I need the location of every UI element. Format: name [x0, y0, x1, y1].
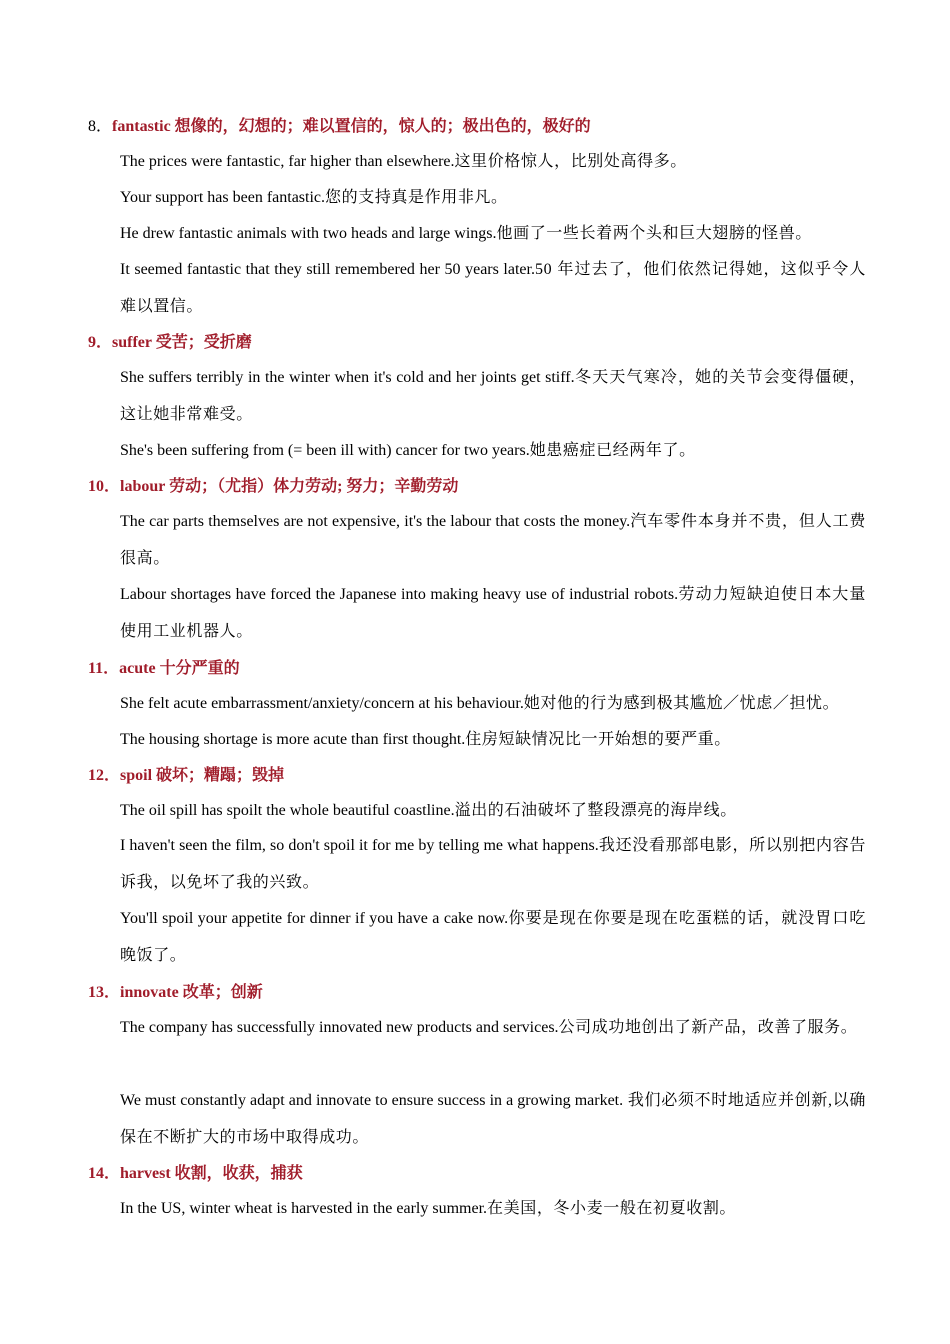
entry-word: harvest	[120, 1165, 171, 1182]
example-sentence	[120, 215, 866, 252]
example-en: She's been suffering from (= been ill with) cancer for two years.	[120, 442, 530, 459]
example-cn: 50 年过去了，他们依然记得她，这似乎令人难以置信。	[120, 261, 866, 315]
entry-meaning: 想像的，幻想的；难以置信的，惊人的；极出色的，极好的	[174, 118, 591, 135]
example-sentence	[120, 1082, 866, 1156]
example-sentence	[120, 900, 866, 974]
entry-word: innovate	[120, 984, 179, 1001]
example-sentence	[120, 432, 866, 469]
entry-word: fantastic	[112, 118, 171, 135]
entry-heading-spoil	[88, 766, 284, 786]
example-cn: 在美国，冬小麦一般在初夏收割。	[487, 1200, 737, 1217]
example-cn: 住房短缺情况比一开始想的要严重。	[465, 731, 731, 748]
example-cn: 劳动力短缺迫使日本大量使用工业机器人。	[120, 586, 866, 640]
entry-number: 9．	[88, 334, 113, 351]
entry-meaning: 劳动；（尤指）体力劳动; 努力；辛勤劳动	[169, 478, 459, 495]
example-sentence	[120, 143, 866, 180]
example-cn: 公司成功地创出了新产品，改善了服务。	[558, 1019, 858, 1036]
example-cn: 我还没看那部电影，所以别把内容告诉我，以免坏了我的兴致。	[120, 837, 866, 891]
example-en: He drew fantastic animals with two heads and large wings.	[120, 225, 497, 242]
example-en: The company has successfully innovated new products and services.	[120, 1019, 559, 1036]
example-en: The prices were fantastic, far higher than elsewhere.	[120, 153, 455, 170]
example-en: I haven't seen the film, so don't spoil it for me by telling me what happens.	[120, 837, 599, 854]
entry-word: suffer	[112, 334, 152, 351]
entry-meaning: 十分严重的	[159, 660, 240, 677]
example-sentence	[120, 503, 866, 577]
example-en: The car parts themselves are not expensive, it's the labour that costs the money.	[120, 513, 631, 530]
entry-meaning: 改革；创新	[182, 984, 263, 1001]
example-sentence	[120, 827, 866, 901]
example-en: It seemed fantastic that they still remembered her 50 years later.	[120, 261, 535, 278]
example-sentence	[120, 251, 866, 325]
entry-meaning: 受苦；受折磨	[155, 334, 252, 351]
entry-meaning: 收割，收获，捕获	[174, 1165, 303, 1182]
example-sentence	[120, 721, 866, 758]
entry-number: 14．	[88, 1165, 121, 1182]
example-cn: 汽车零件本身并不贵，但人工费很高。	[120, 513, 866, 567]
example-cn: 她对他的行为感到极其尴尬／忧虑／担忧。	[523, 695, 840, 712]
example-sentence	[120, 1009, 866, 1046]
entry-heading-innovate	[88, 983, 263, 1003]
entry-word: spoil	[120, 767, 153, 784]
example-sentence	[120, 792, 866, 829]
entry-number: 10．	[88, 478, 121, 495]
example-sentence	[120, 179, 866, 216]
example-en: Your support has been fantastic.	[120, 189, 326, 206]
entry-heading-labour	[88, 477, 458, 497]
example-cn: 这里价格惊人，比别处高得多。	[454, 153, 687, 170]
example-cn: 冬天天气寒冷，她的关节会变得僵硬，这让她非常难受。	[120, 369, 867, 423]
entry-number: 12．	[88, 767, 121, 784]
example-sentence	[120, 1190, 866, 1227]
entry-heading-suffer	[88, 333, 252, 353]
example-en: In the US, winter wheat is harvested in the early summer.	[120, 1200, 488, 1217]
entry-heading-harvest	[88, 1164, 303, 1184]
entry-number: 13．	[88, 984, 121, 1001]
example-cn: 你要是现在你要是现在吃蛋糕的话，就没胃口吃晚饭了。	[120, 910, 866, 964]
example-en: The oil spill has spoilt the whole beautiful coastline.	[120, 802, 455, 819]
example-en: She suffers terribly in the winter when it's cold and her joints get stiff.	[120, 369, 575, 386]
example-cn: 溢出的石油破坏了整段漂亮的海岸线。	[454, 802, 737, 819]
entry-heading-fantastic	[88, 117, 591, 137]
entry-meaning: 破坏；糟蹋；毁掉	[156, 767, 285, 784]
example-en: Labour shortages have forced the Japanese into making heavy use of industrial robots.	[120, 586, 679, 603]
entry-word: labour	[120, 478, 166, 495]
example-sentence	[120, 685, 866, 722]
example-cn: 他画了一些长着两个头和巨大翅膀的怪兽。	[496, 225, 812, 242]
example-en: We must constantly adapt and innovate to ensure success in a growing market.	[120, 1092, 624, 1109]
example-sentence	[120, 359, 866, 433]
example-en: You'll spoil your appetite for dinner if you have a cake now.	[120, 910, 509, 927]
entry-word: acute	[119, 660, 156, 677]
entry-heading-acute	[88, 659, 240, 679]
example-cn: 您的支持真是作用非凡。	[325, 189, 508, 206]
example-cn: 她患癌症已经两年了。	[529, 442, 696, 459]
example-cn: 我们必须不时地适应并创新,以确保在不断扩大的市场中取得成功。	[120, 1092, 866, 1146]
example-en: She felt acute embarrassment/anxiety/concern at his behaviour.	[120, 695, 524, 712]
entry-number: 11．	[88, 660, 120, 677]
entry-number: 8．	[88, 118, 113, 135]
example-sentence	[120, 576, 866, 650]
example-en: The housing shortage is more acute than first thought.	[120, 731, 466, 748]
